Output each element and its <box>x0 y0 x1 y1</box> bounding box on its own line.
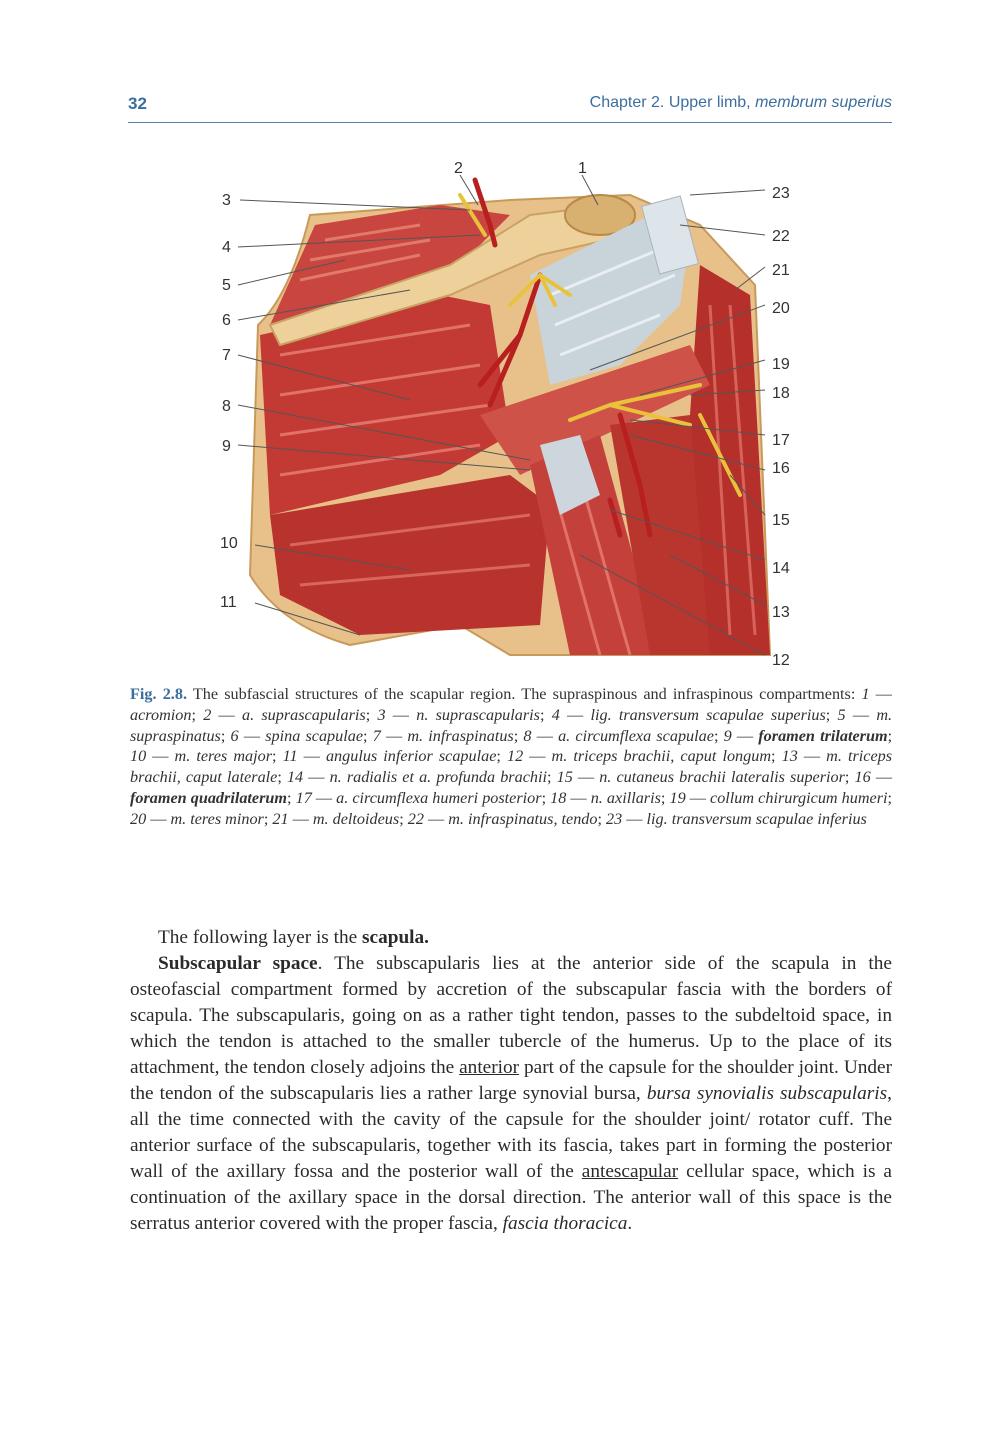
chapter-title-latin: membrum superius <box>755 94 892 111</box>
caption-item-number: 10 <box>130 747 147 766</box>
caption-item-term: n. suprascapularis <box>416 705 540 724</box>
caption-intro: The subfascial structures of the scapular region. The supraspinous and infraspinous compartments: <box>187 685 862 703</box>
caption-item-term: collum chirurgicum humeri <box>710 788 888 807</box>
p2-part-e: . <box>627 1213 633 1234</box>
caption-item-number: 6 <box>230 726 239 745</box>
italic-bursa: bursa synovialis subscapularis <box>646 1083 888 1104</box>
caption-item-number: 3 <box>377 705 386 724</box>
caption-items: 1 — acromion; 2 — a. suprascapularis; 3 — n. suprascapularis; 4 — lig. transversum scapulae superius; 5 — m. supraspinatus; 6 — spina scapulae; 7 — m. infraspinatus; 8 — a. circumflexa scapulae; 9 — foramen trilaterum; 10 — m. teres major; 11 — angulus inferior scapulae; 12 — m. triceps brachii, caput longum; 13 — m. triceps brachii, caput laterale; 14 — n. radialis et a. profunda brachii; 15 — n. cutaneus brachii lateralis superior; 16 — foramen quadrilaterum; 17 — a. circumflexa humeri posterior; 18 — n. axillaris; 19 — collum chirurgicum humeri; 20 — m. teres minor; 21 — m. deltoideus; 22 — m. infraspinatus, tendo; 23 — lig. transversum scapulae inferius <box>130 685 893 828</box>
figure-label: Fig. 2.8. <box>130 685 187 703</box>
p1-bold: scapula. <box>362 927 429 948</box>
caption-item-number: 4 <box>551 705 560 724</box>
caption-item-term: foramen quadrilaterum <box>130 788 287 807</box>
p1-text: The following layer is the <box>158 927 363 948</box>
caption-item-term: spina scapulae <box>265 726 364 745</box>
label-16: 16 <box>772 460 790 477</box>
label-14: 14 <box>772 560 790 577</box>
label-10: 10 <box>220 535 238 552</box>
caption-item-number: 8 <box>523 726 532 745</box>
label-6: 6 <box>222 312 231 329</box>
caption-item-term: angulus inferior scapulae <box>325 747 497 766</box>
caption-item-number: 15 <box>556 768 573 787</box>
caption-item-number: 22 <box>407 809 424 828</box>
running-header <box>128 92 892 123</box>
label-12: 12 <box>772 652 790 669</box>
italic-fascia: fascia thoracica <box>502 1213 628 1234</box>
label-4: 4 <box>222 239 231 256</box>
caption-item-term: acromion <box>130 705 192 724</box>
label-23: 23 <box>772 185 790 202</box>
caption-item-term: m. supraspinatus <box>130 705 893 745</box>
label-22: 22 <box>772 228 790 245</box>
caption-item-number: 21 <box>272 809 289 828</box>
label-5: 5 <box>222 277 231 294</box>
caption-item-number: 12 <box>507 747 524 766</box>
body-text <box>130 925 892 1237</box>
underlined-anterior: anterior <box>459 1057 520 1078</box>
caption-item-number: 13 <box>781 747 798 766</box>
caption-item-term: a. suprascapularis <box>241 705 366 724</box>
caption-item-number: 9 <box>723 726 732 745</box>
label-3: 3 <box>222 192 231 209</box>
caption-item-number: 5 <box>837 705 846 724</box>
label-21: 21 <box>772 262 790 279</box>
caption-item-term: m. deltoideus <box>312 809 400 828</box>
caption-item-term: a. circumflexa scapulae <box>558 726 714 745</box>
underlined-antescapular: antescapular <box>581 1161 679 1182</box>
section-heading: Subscapular space <box>158 953 318 974</box>
label-8: 8 <box>222 398 231 415</box>
caption-item-term: m. infraspinatus <box>407 726 514 745</box>
p2-part-a: . The subscapularis lies at the anterior side of the scapula in the osteofascial compartment formed by accretion of the subscapular fascia with the borders of scapula. The subscapularis, going on as a rather tight tendon, passes to the subdeltoid space, in which the tendon is attached to the smaller tubercle of the humerus. Up to the place of its attachment, the tendon closely adjoins the <box>130 953 892 1078</box>
label-20: 20 <box>772 300 790 317</box>
chapter-title <box>590 94 892 112</box>
caption-item-number: 17 <box>295 788 312 807</box>
label-11: 11 <box>220 594 237 611</box>
p2-part-d: cellular space, which is a continuation of the axillary space in the dorsal direction. The anterior wall of this space is the serratus anterior covered with the proper fascia, <box>130 1161 892 1234</box>
caption-item-number: 23 <box>606 809 623 828</box>
p2-part-b: part of the capsule for the shoulder joint. Under the tendon of the subscapularis lies a rather large synovial bursa, <box>130 1057 892 1104</box>
p2-part-c: , all the time connected with the cavity of the capsule for the shoulder joint/ rotator cuff. The anterior surface of the subscapularis, together with its fascia, takes part in forming the posterior wall of the axillary fossa and the posterior wall of the <box>130 1083 892 1182</box>
caption-item-term: m. teres major <box>174 747 272 766</box>
caption-item-number: 2 <box>203 705 212 724</box>
caption-item-number: 18 <box>550 788 567 807</box>
caption-item-number: 14 <box>286 768 304 787</box>
label-7: 7 <box>222 347 231 364</box>
label-1: 1 <box>578 160 587 177</box>
caption-item-term: lig. transversum scapulae superius <box>590 705 826 724</box>
label-18: 18 <box>772 385 790 402</box>
label-2: 2 <box>454 160 463 177</box>
caption-item-term: a. circumflexa humeri posterior <box>336 788 542 807</box>
caption-item-number: 7 <box>372 726 381 745</box>
caption-item-term: n. radialis et a. profunda brachii <box>329 768 547 787</box>
anatomy-figure <box>210 155 800 675</box>
paragraph-1 <box>130 925 892 951</box>
caption-item-term: m. triceps brachii, caput laterale <box>130 747 893 787</box>
figure-caption <box>130 684 892 830</box>
caption-item-term: lig. transversum scapulae inferius <box>646 809 867 828</box>
caption-item-number: 19 <box>669 788 686 807</box>
label-9: 9 <box>222 438 231 455</box>
label-19: 19 <box>772 356 790 373</box>
caption-item-number: 16 <box>854 768 871 787</box>
caption-item-number: 11 <box>282 747 298 766</box>
paragraph-2 <box>130 951 892 1237</box>
label-15: 15 <box>772 512 790 529</box>
caption-item-term: n. axillaris <box>590 788 661 807</box>
caption-item-number: 20 <box>130 809 147 828</box>
label-13: 13 <box>772 604 790 621</box>
caption-item-number: 1 <box>861 685 870 703</box>
chapter-title-text: Chapter 2. Upper limb, <box>589 94 756 111</box>
caption-item-term: m. triceps brachii, caput longum <box>551 747 772 766</box>
caption-item-term: n. cutaneus brachii lateralis superior <box>599 768 845 787</box>
caption-item-term: foramen trilaterum <box>758 726 888 745</box>
caption-item-term: m. teres minor <box>170 809 264 828</box>
caption-item-term: m. infraspinatus, tendo <box>448 809 598 828</box>
page-number: 32 <box>128 94 147 113</box>
label-17: 17 <box>772 432 790 449</box>
